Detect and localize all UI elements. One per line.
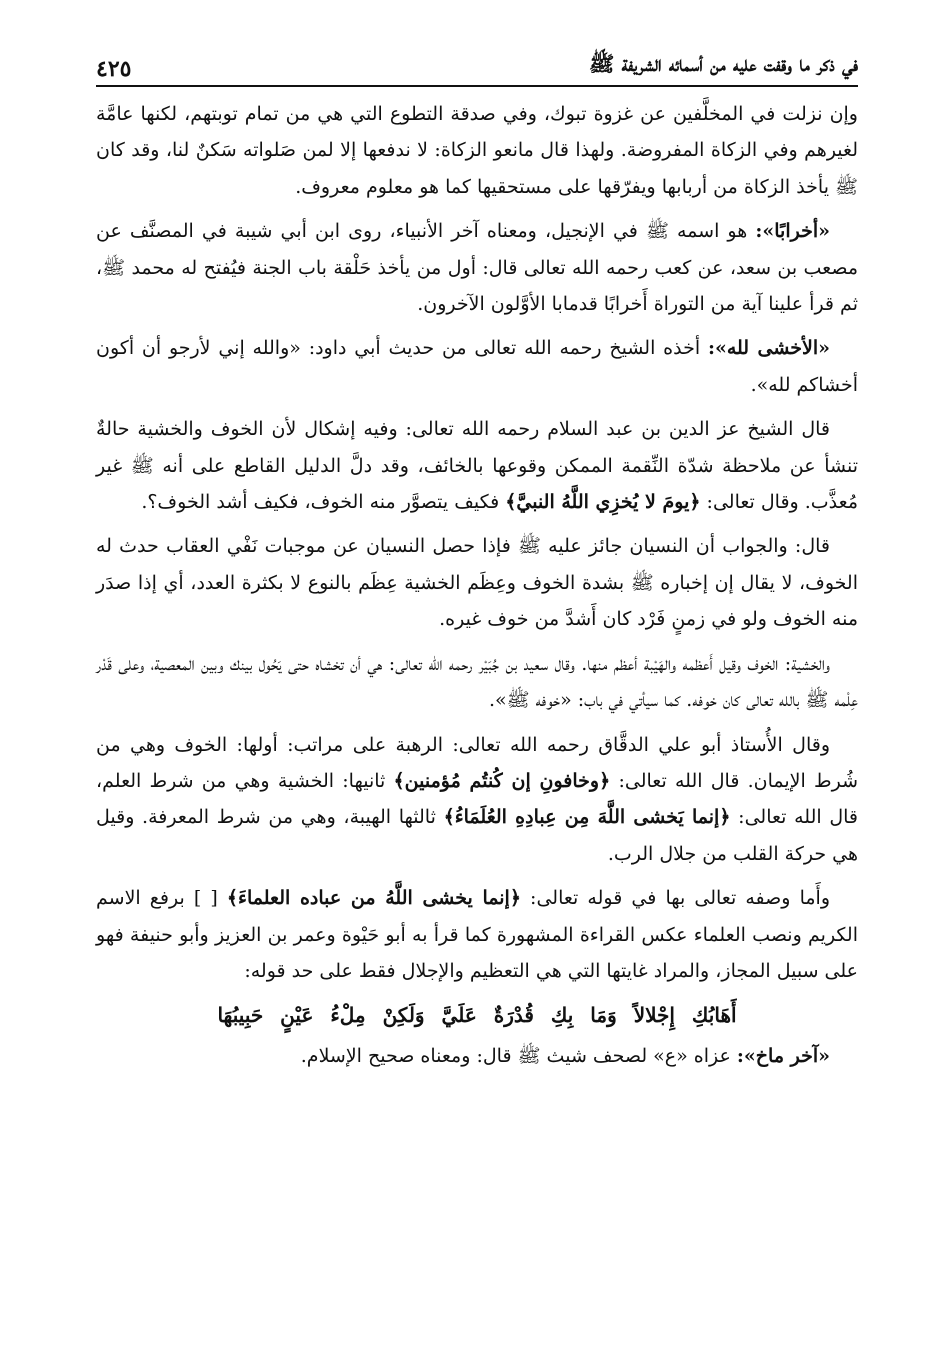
chapter-title: في ذكر ما وقفت عليه من أسمائه الشريفة ﷺ xyxy=(588,51,858,76)
paragraph-text: قال الشيخ عز الدين بن عبد السلام رحمه الله تعالى: وفيه إشكال لأن الخوف والخشية حالةٌ تنشأ عن ملاحظة شدّة النِّقمة الممكن وقوعها بالخائف، وقد دلَّ الدليل القاطع على أنه ﷺ غير مُعذَّب. وقال تعالى: xyxy=(96,418,858,514)
paragraph xyxy=(96,411,858,520)
paragraph-text: ثانيها: الخشية وهي من شرط العلم، قال الله تعالى: xyxy=(96,769,859,829)
page-body xyxy=(96,96,858,1082)
term-heading: ﴿إنما يخشى اللَّهُ من عباده العلماءَ﴾ xyxy=(226,887,521,910)
poetry-verse: أَهَابُكِ إِجْلالاً وَمَا بِكِ قُدْرَةٌ عَلَيَّ وَلَكِنْ مِلْءُ عَيْنٍ حَبِيبُهَا xyxy=(217,1003,737,1028)
header-rule xyxy=(96,85,858,87)
term-heading: «أخرابًا»: xyxy=(755,220,830,243)
paragraph xyxy=(96,213,858,322)
paragraph xyxy=(96,330,858,403)
term-heading: «آخر ماخ»: xyxy=(736,1044,830,1067)
running-header xyxy=(96,38,858,82)
paragraph-text: عزاه «ع» لصحف شيث ﷺ قال: ومعناه صحيح الإسلام. xyxy=(300,1044,737,1067)
paragraph-text: أخذه الشيخ رحمه الله تعالى من حديث أبي داود: «والله إني لأرجو أن أكون أخشاكم لله». xyxy=(96,337,858,396)
paragraph-text: قال: والجواب أن النسيان جائز عليه ﷺ فإذا حصل النسيان عن موجبات نَفْي العقاب حدث له الخوف، لا يقال إن إخباره ﷺ بشدة الخوف وعِظَم الخشية عِظَم بالنوع لا بكثرة العدد، أي إذا صدَر منه الخوف ولو في زمنٍ فَرْد كان أَشدَّ من خوف غيره. xyxy=(96,535,858,631)
paragraph xyxy=(96,727,858,873)
paragraph xyxy=(96,528,858,637)
page-number: ٤٢٥ xyxy=(96,56,132,82)
paragraph-text: وقال الأُستاذ أبو علي الدقَّاق رحمه الله تعالى: الرهبة على مراتب: أولها: الخوف وهي من شُرط الإيمان. قال الله تعالى: xyxy=(96,733,858,792)
paragraph xyxy=(96,96,858,205)
paragraph-text: فكيف يتصوَّر منه الخوف، فكيف أشد الخوف؟. xyxy=(141,491,506,514)
paragraph-text: هو اسمه ﷺ في الإنجيل، ومعناه آخر الأنبياء، روى ابن أبي شيبة في المصنَّف عن مصعب بن سعد، عن كعب رحمه الله تعالى قال: أول من يأخذ حَلْقة باب الجنة فيُفتح له محمد ﷺ، ثم قرأ علينا آية من التوراة أَخرابًا قدمابا الأوَّلون الآخرون. xyxy=(96,220,858,316)
paragraphs xyxy=(96,96,858,989)
term-heading: ﴿يومَ لا يُخزِي اللَّهُ النبيَّ﴾ xyxy=(505,491,701,514)
paragraph-text: والخشية: الخوف وقيل أَعظمه والهَيْبة أعظم منها. وقال سعيد بن جُبَيْر رحمه الله تعالى: هي أن تخشاه حتى يَحُول بينك وبين المعصية، وعلى قَدْر عِلْمه ﷺ بالله تعالى كان خوفه. كما سيأتي في باب: «خوفه ﷺ». xyxy=(96,652,858,712)
paragraph-text: وأَما وصفه تعالى بها في قوله تعالى: xyxy=(520,887,830,910)
term-heading: ﴿إنما يَخشى اللَّهَ مِن عِبادِهِ العُلَمَاءُ﴾ xyxy=(443,806,731,829)
paragraph-text: ثالثها الهيبة، وهي من شرط المعرفة. وقيل هي حركة القلب من جلال الرب. xyxy=(96,806,858,865)
paragraph xyxy=(96,646,858,719)
term-heading: «الأخشى لله»: xyxy=(707,337,830,360)
paragraph xyxy=(96,880,858,989)
paragraph-last xyxy=(96,1038,858,1074)
paragraph-text: وإن نزلت في المخلَّفين عن غزوة تبوك، وفي صدقة التطوع التي هي من تمام توبتهم، لكنها عامَّة لغيرهم وفي الزكاة المفروضة. ولهذا قال مانعو الزكاة: لا ندفعها إلا لمن صَلواته سَكنٌ لنا، وقد كان ﷺ يأخذ الزكاة من أربابها ويفرّقها على مستحقيها كما هو معلوم معروف. xyxy=(96,103,858,198)
term-heading: ﴿وخافونِ إن كُنتُم مُؤمنين﴾ xyxy=(393,769,611,792)
paragraph-text: [ ] برفع الاسم الكريم ونصب العلماء عكس القراءة المشهورة كما قرأ به أبو حَيْوة وعمر بن العزيز وأبو حنيفة فهو على سبيل المجاز، والمراد غايتها التي هي التعظيم والإجلال فقط على حد قوله: xyxy=(96,887,858,982)
